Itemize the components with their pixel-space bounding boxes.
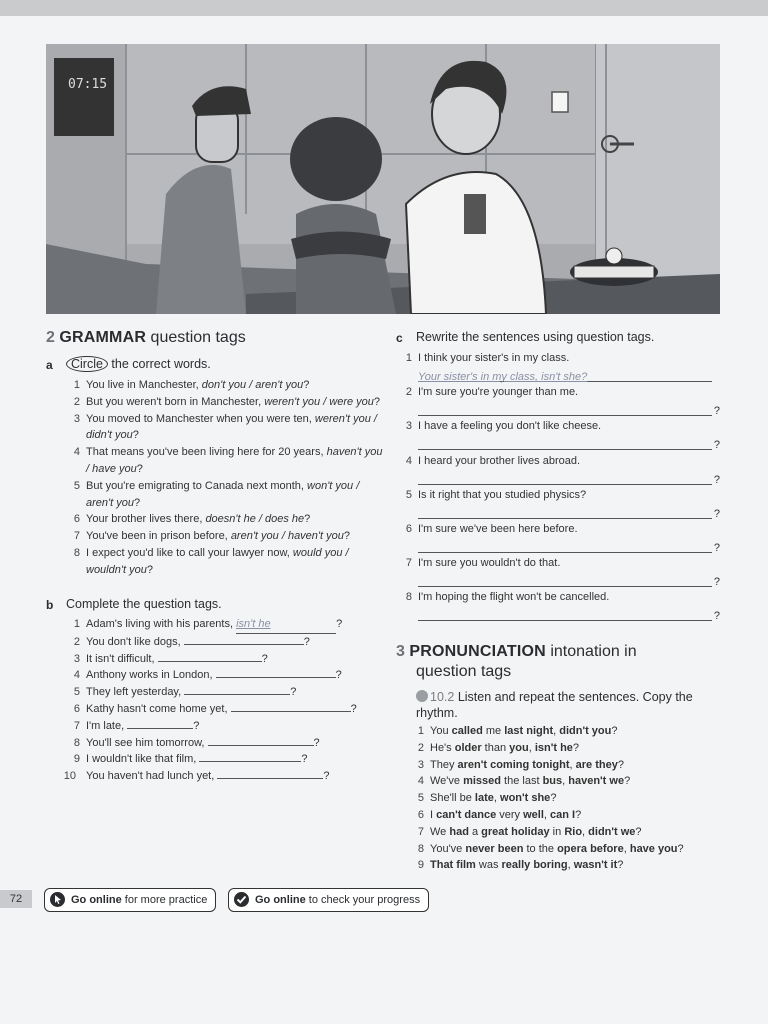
answer-blank[interactable] [236, 616, 336, 634]
item-number: 7 [73, 530, 80, 543]
item-end: ? [146, 563, 153, 576]
item-text: It isn't difficult, [86, 652, 158, 665]
unstressed-text: ? [611, 725, 618, 737]
stressed-word: bus [542, 775, 563, 788]
item-number: 8 [73, 546, 80, 559]
question-mark: ? [713, 541, 720, 554]
item-text: You'll see him tomorrow, [86, 736, 208, 749]
item-number: 6 [73, 702, 80, 715]
item-text: I'm sure you wouldn't do that. [418, 557, 561, 570]
answer-line[interactable] [418, 437, 720, 452]
item-options: would you / wouldn't you [86, 546, 349, 576]
unstressed-text: , [562, 775, 569, 788]
item-text: But you weren't born in Manchester, [86, 395, 265, 408]
list-item [66, 684, 386, 701]
item-text: Kathy hasn't come home yet, [86, 702, 231, 715]
list-item [66, 701, 386, 718]
section-number: 3 [396, 643, 405, 660]
item-text: I'm hoping the flight won't be cancelled. [418, 591, 610, 604]
item-number: 7 [417, 825, 424, 838]
list-item [402, 521, 732, 555]
list-item[interactable] [66, 545, 386, 579]
list-item[interactable] [66, 377, 386, 394]
item-number: 5 [73, 686, 80, 699]
item-number: 4 [73, 446, 80, 459]
item-text: I have a feeling you don't like cheese. [418, 420, 602, 433]
unstressed-text: , [623, 842, 630, 855]
unstressed-text: than [481, 741, 510, 754]
list-item [402, 384, 732, 418]
item-text: But you're emigrating to Canada next month, [86, 479, 308, 492]
item-number: 7 [73, 719, 80, 732]
unstressed-text: I [430, 808, 437, 821]
instruction-text: the correct words. [107, 357, 211, 371]
stressed-word: wasn't it [573, 859, 618, 872]
answer-line[interactable] [418, 574, 720, 589]
list-item [66, 616, 386, 634]
exercise-b-instruction: Complete the question tags. [66, 597, 222, 611]
item-number: 6 [417, 808, 424, 821]
item-number: 6 [405, 522, 412, 535]
unstressed-text: ? [550, 792, 557, 805]
item-end: ? [261, 652, 268, 665]
item-number: 8 [405, 591, 412, 604]
item-text: That means you've been living here for 20 years, [86, 446, 327, 459]
item-text: You live in Manchester, [86, 379, 202, 391]
item-options: haven't you / have you [86, 446, 383, 475]
answer-line[interactable] [418, 472, 720, 486]
audio-icon[interactable] [416, 690, 428, 702]
page-number: 72 [0, 890, 32, 908]
example-answer: isn't he [236, 618, 271, 630]
item-text: I think your sister's in my class. [418, 352, 570, 364]
list-item [66, 751, 386, 768]
stressed-word: That film [430, 859, 476, 872]
item-number: 4 [73, 669, 80, 682]
police-interview-illustration [46, 44, 720, 314]
unstressed-text: We [430, 825, 450, 838]
answer-blank[interactable] [208, 735, 314, 746]
sentence-item [410, 841, 740, 858]
stressed-word: called [451, 725, 483, 737]
answer-line[interactable] [418, 608, 720, 623]
exercise-a-instruction [66, 357, 211, 371]
list-item [66, 667, 386, 684]
grammar-heading [46, 329, 246, 347]
list-item [402, 487, 732, 521]
stressed-word: didn't we [588, 825, 636, 838]
item-end: ? [136, 462, 143, 475]
unstressed-text: , [582, 825, 589, 838]
stressed-word: older [454, 741, 482, 754]
item-text: I heard your brother lives abroad. [418, 454, 581, 467]
unstressed-text: me [482, 725, 505, 737]
button-text: to check your progress [305, 894, 421, 906]
answer-blank[interactable] [217, 768, 323, 779]
stressed-word: are they [575, 758, 618, 771]
item-text: Anthony works in London, [86, 669, 216, 682]
go-online-progress-button[interactable] [228, 888, 429, 912]
stressed-word: can't dance [436, 808, 497, 821]
stressed-word: never been [465, 842, 524, 855]
unstressed-text: very [496, 808, 524, 821]
audio-track-number: 10.2 [430, 690, 455, 704]
item-text: You moved to Manchester when you were ten, [86, 412, 315, 425]
unstressed-text: ? [677, 842, 684, 855]
stressed-word: won't she [500, 792, 551, 805]
answer-blank[interactable] [184, 684, 290, 695]
list-item[interactable] [66, 394, 386, 411]
item-end: ? [323, 770, 330, 783]
item-number: 10 [63, 770, 76, 783]
question-mark: ? [713, 405, 720, 418]
unstressed-text: a [468, 825, 482, 838]
section-number: 2 [46, 329, 55, 346]
unstressed-text: to the [523, 842, 558, 855]
stressed-word: had [449, 825, 469, 838]
item-text: You haven't had lunch yet, [86, 770, 218, 783]
item-text: I'm sure we've been here before. [418, 522, 578, 535]
question-mark: ? [713, 473, 720, 486]
item-number: 2 [73, 395, 80, 408]
item-number: 8 [73, 736, 80, 749]
button-bold-text: Go online [255, 894, 306, 906]
item-number: 5 [73, 479, 80, 492]
unstressed-text: ? [617, 859, 624, 872]
stressed-word: last night [504, 725, 554, 737]
list-item [66, 634, 386, 651]
answer-blank[interactable] [199, 751, 301, 762]
unstressed-text: ? [617, 758, 624, 771]
item-text: You've been in prison before, [86, 530, 231, 543]
exercise-c-letter: c [396, 331, 403, 345]
go-online-practice-button[interactable] [44, 888, 216, 912]
item-end: ? [132, 429, 139, 442]
stressed-word: really boring [501, 859, 568, 872]
item-number: 2 [73, 635, 80, 648]
item-options: won't you / aren't you [86, 479, 360, 509]
item-end: ? [193, 719, 200, 732]
stressed-word: didn't you [559, 725, 612, 737]
unstressed-text: ? [575, 808, 582, 821]
unstressed-text: , [567, 859, 574, 872]
unstressed-text: the last [501, 775, 543, 788]
list-item [66, 651, 386, 668]
unstressed-text: She'll be [430, 792, 475, 805]
stressed-word: haven't we [568, 775, 625, 788]
instruction-text-line2: rhythm. [416, 706, 458, 720]
stressed-word: great holiday [481, 825, 550, 838]
answer-blank[interactable] [127, 718, 193, 729]
item-number: 4 [417, 775, 424, 788]
unstressed-text: You [430, 725, 452, 737]
answer-blank[interactable] [231, 701, 351, 712]
list-item[interactable] [66, 444, 386, 478]
list-item [66, 718, 386, 735]
cursor-icon [50, 892, 65, 907]
item-number: 3 [73, 412, 80, 425]
stressed-word: have you [629, 842, 678, 855]
clock-display: 07:15 [68, 77, 108, 92]
item-end: ? [373, 395, 381, 408]
item-number: 6 [73, 513, 80, 526]
button-bold-text: Go online [71, 894, 122, 906]
item-text: Is it right that you studied physics? [418, 488, 587, 501]
stressed-word: Rio [564, 825, 583, 838]
item-end: ? [313, 736, 320, 749]
unstressed-text: He's [430, 741, 455, 754]
section-title: PRONUNCIATION [409, 643, 546, 660]
item-end: ? [303, 379, 310, 391]
item-number: 9 [73, 753, 80, 766]
answer-line[interactable] [418, 369, 712, 382]
answer-line[interactable] [418, 506, 720, 520]
stressed-word: aren't coming tonight [457, 758, 570, 771]
list-item [66, 735, 386, 752]
list-item[interactable] [66, 528, 386, 545]
item-number: 9 [417, 859, 424, 872]
item-text: Your brother lives there, [86, 513, 206, 526]
unstressed-text: ? [624, 775, 631, 788]
stressed-word: can I [550, 808, 576, 821]
exercise-a-letter: a [46, 358, 53, 372]
item-text: I'm sure you're younger than me. [418, 386, 579, 399]
item-options: weren't you / didn't you [86, 412, 377, 442]
question-mark: ? [713, 610, 720, 623]
list-item [402, 350, 732, 384]
unstressed-text: , [493, 792, 501, 805]
item-number: 3 [417, 758, 424, 771]
item-number: 5 [417, 792, 424, 805]
item-options: aren't you / haven't you [230, 530, 344, 543]
item-end: ? [335, 669, 342, 682]
button-text: for more practice [121, 894, 208, 906]
item-number: 2 [417, 741, 424, 754]
answer-line[interactable] [418, 540, 720, 554]
item-end: ? [336, 618, 343, 630]
stressed-word: you [509, 741, 529, 754]
item-text: You don't like dogs, [86, 635, 184, 648]
checkmark-icon [234, 892, 249, 907]
item-number: 1 [405, 352, 412, 364]
unstressed-text: , [528, 741, 535, 754]
page-top-bar [0, 0, 768, 16]
unstressed-text: , [569, 758, 576, 771]
answer-blank[interactable] [216, 667, 336, 678]
pronunciation-list [410, 723, 740, 874]
unstressed-text: ? [572, 741, 580, 754]
list-item[interactable] [66, 511, 386, 528]
unstressed-text: They [430, 758, 458, 771]
answer-blank[interactable] [158, 651, 262, 662]
section-subtitle-line2: question tags [416, 663, 512, 680]
stressed-word: missed [463, 775, 501, 788]
sentence-item [410, 723, 740, 740]
unstressed-text: You've [430, 842, 466, 855]
item-text: I expect you'd like to call your lawyer now, [86, 546, 293, 559]
question-mark: ? [713, 576, 720, 589]
item-number: 8 [417, 842, 424, 855]
sentence-item [410, 757, 740, 774]
item-number: 4 [405, 454, 412, 467]
sentence-item [410, 740, 740, 757]
list-item [402, 589, 732, 623]
item-end: ? [343, 530, 350, 543]
instruction-text: Listen and repeat the sentences. Copy the [457, 690, 693, 704]
item-options: weren't you / were you [264, 395, 374, 408]
circled-word: Circle [66, 356, 108, 372]
item-number: 1 [73, 379, 80, 391]
list-item[interactable] [66, 411, 386, 445]
unstressed-text: , [543, 808, 551, 821]
example-answer: Your sister's in my class, isn't she? [418, 371, 588, 383]
item-end: ? [303, 635, 310, 648]
list-item [63, 768, 386, 785]
question-mark: ? [713, 507, 720, 520]
sentence-item [410, 790, 740, 807]
list-item[interactable] [66, 478, 386, 512]
sentence-item [410, 824, 740, 841]
pronunciation-instruction [416, 689, 693, 721]
sentence-item [410, 807, 740, 824]
stressed-word: late [474, 792, 494, 805]
item-options: doesn't he / does he [205, 513, 305, 526]
exercise-c-instruction: Rewrite the sentences using question tags. [416, 330, 655, 344]
unstressed-text: , [553, 725, 560, 737]
exercise-c-list [402, 350, 732, 624]
stressed-word: well [523, 808, 544, 821]
item-number: 1 [73, 618, 80, 630]
item-end: ? [304, 513, 311, 526]
item-end: ? [133, 496, 141, 509]
unstressed-text: was [475, 859, 502, 872]
item-text: I'm late, [86, 719, 128, 732]
item-end: ? [350, 702, 357, 715]
item-number: 3 [73, 652, 80, 665]
section-subtitle: question tags [150, 329, 246, 346]
list-item [402, 418, 732, 452]
exercise-b-letter: b [46, 598, 54, 612]
exercise-b-list [63, 616, 386, 785]
item-number: 3 [405, 420, 412, 433]
exercise-a-list [66, 377, 386, 579]
item-number: 5 [405, 488, 412, 501]
item-number: 7 [405, 557, 412, 570]
item-text: I wouldn't like that film, [86, 753, 200, 766]
section-title: GRAMMAR [59, 329, 147, 346]
list-item [402, 555, 732, 589]
question-mark: ? [713, 439, 720, 452]
stressed-word: isn't he [534, 741, 573, 754]
item-text: They left yesterday, [86, 686, 185, 699]
item-number: 1 [417, 725, 424, 737]
section-subtitle: intonation in [550, 643, 637, 660]
item-end: ? [301, 753, 308, 766]
sentence-item [410, 773, 740, 790]
unstressed-text: We've [430, 775, 464, 788]
answer-line[interactable] [418, 403, 720, 418]
item-number: 2 [405, 386, 412, 399]
list-item [402, 453, 732, 487]
answer-blank[interactable] [184, 634, 304, 645]
unstressed-text: in [549, 825, 565, 838]
item-end: ? [290, 686, 297, 699]
pronunciation-heading [396, 642, 637, 682]
item-options: don't you / aren't you [201, 379, 304, 391]
stressed-word: opera before [557, 842, 624, 855]
item-text: Adam's living with his parents, [86, 618, 237, 630]
sentence-item [410, 857, 740, 874]
unstressed-text: ? [635, 825, 642, 838]
